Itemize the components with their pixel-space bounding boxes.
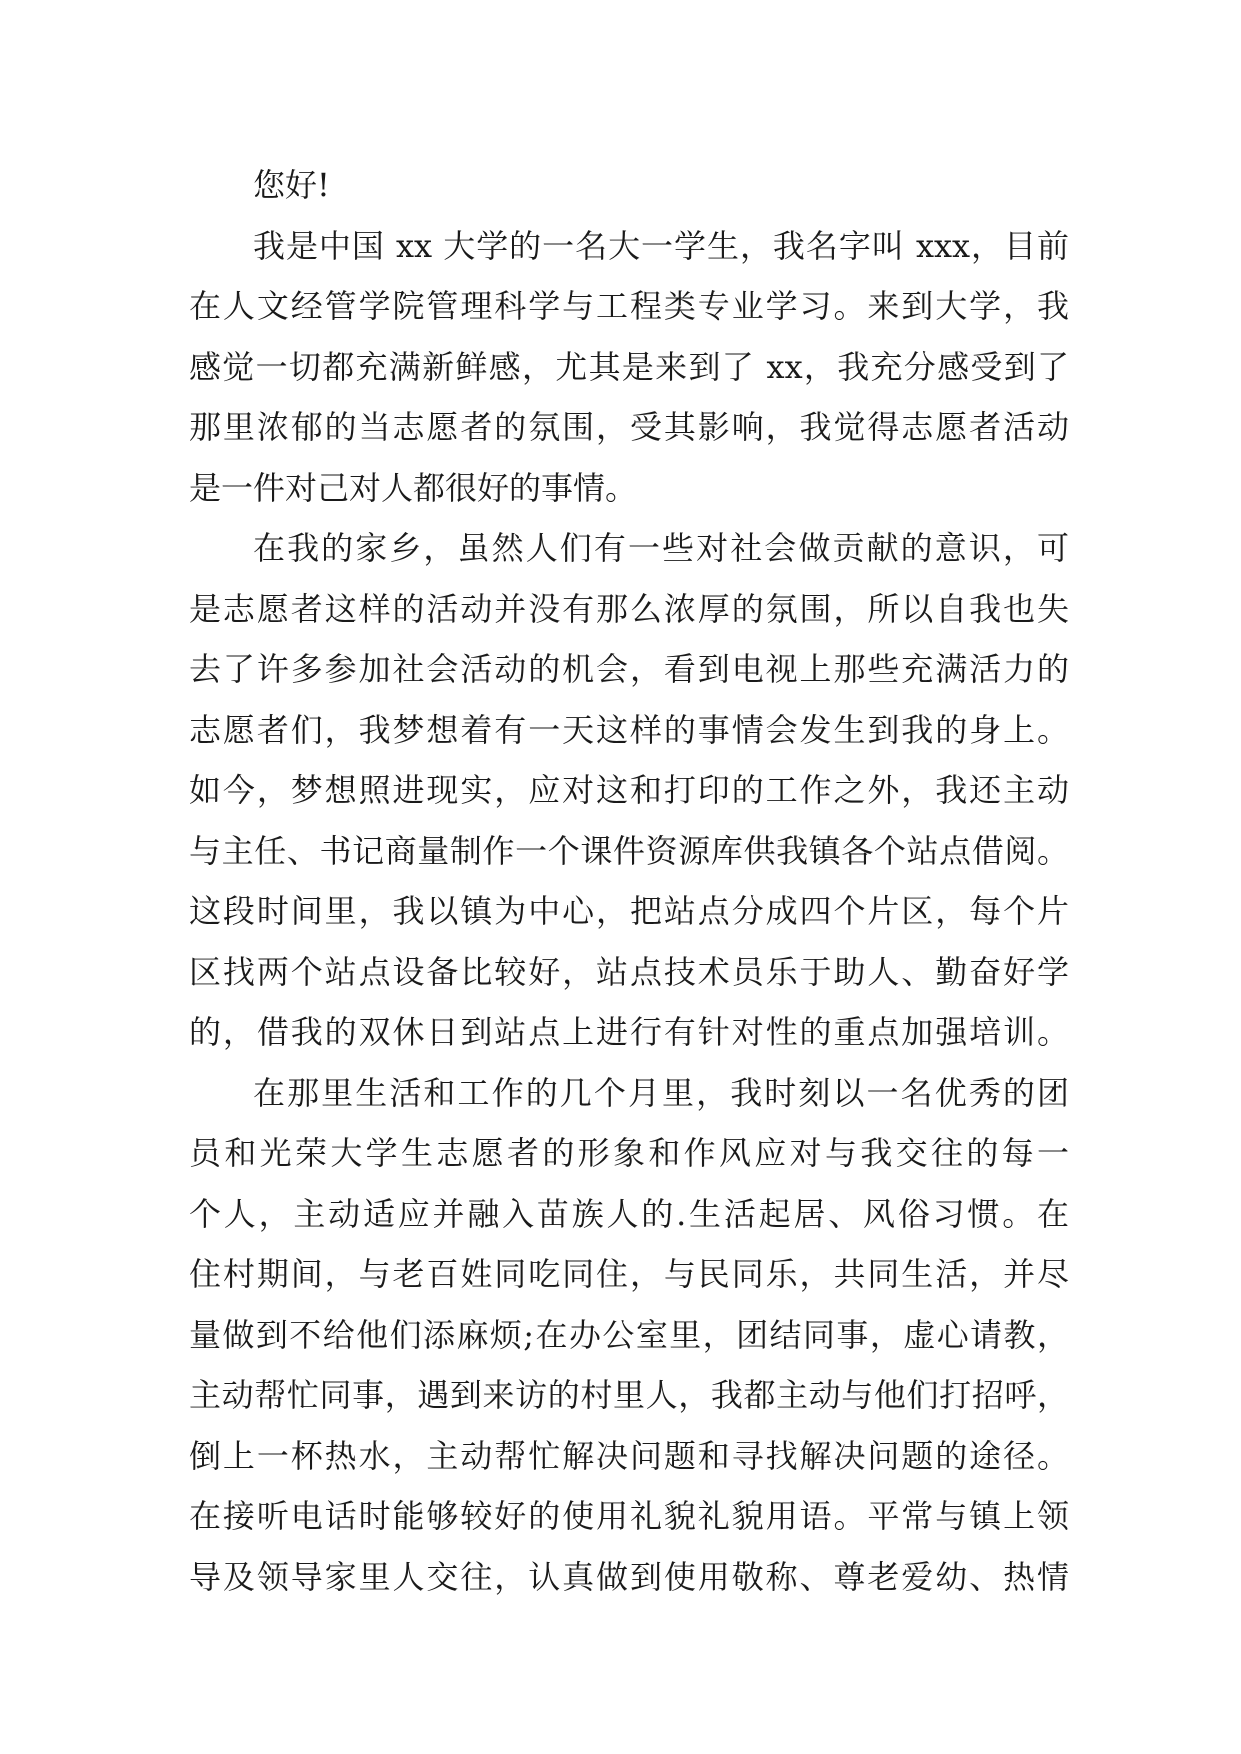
- paragraph-2-line-6: 与主任、书记商量制作一个课件资源库供我镇各个站点借阅。: [189, 831, 1069, 870]
- paragraph-3-line-1: 在那里生活和工作的几个月里，我时刻以一名优秀的团: [253, 1073, 1069, 1112]
- paragraph-1-line-3: 感觉一切都充满新鲜感，尤其是来到了 xx，我充分感受到了: [189, 347, 1069, 386]
- paragraph-2-line-1: 在我的家乡，虽然人们有一些对社会做贡献的意识，可: [253, 529, 1069, 567]
- paragraph-2-line-9: 的，借我的双休日到站点上进行有针对性的重点加强培训。: [189, 1013, 1069, 1051]
- paragraph-3-line-5: 量做到不给他们添麻烦;在办公室里，团结同事，虚心请教，: [189, 1315, 1069, 1354]
- paragraph-3-line-9: 导及领导家里人交往，认真做到使用敬称、尊老爱幼、热情: [189, 1557, 1069, 1596]
- paragraph-2-line-2: 是志愿者这样的活动并没有那么浓厚的氛围，所以自我也失: [189, 589, 1069, 628]
- paragraph-3-line-4: 住村期间，与老百姓同吃同住，与民同乐，共同生活，并尽: [189, 1255, 1069, 1293]
- paragraph-3-line-7: 倒上一杯热水，主动帮忙解决问题和寻找解决问题的途径。: [189, 1436, 1069, 1475]
- paragraph-2-line-3: 去了许多参加社会活动的机会，看到电视上那些充满活力的: [189, 650, 1069, 688]
- paragraph-3-line-2: 员和光荣大学生志愿者的形象和作风应对与我交往的每一: [189, 1134, 1069, 1172]
- paragraph-2-line-7: 这段时间里，我以镇为中心，把站点分成四个片区，每个片: [189, 892, 1069, 930]
- paragraph-3-line-6: 主动帮忙同事，遇到来访的村里人，我都主动与他们打招呼，: [189, 1376, 1069, 1414]
- paragraph-2-line-4: 志愿者们，我梦想着有一天这样的事情会发生到我的身上。: [189, 710, 1069, 749]
- paragraph-1-line-5: 是一件对己对人都很好的事情。: [189, 468, 638, 507]
- paragraph-1-line-2: 在人文经管学院管理科学与工程类专业学习。来到大学，我: [189, 287, 1069, 325]
- letter-body: [189, 155, 1069, 1607]
- paragraph-3-line-8: 在接听电话时能够较好的使用礼貌礼貌用语。平常与镇上领: [189, 1497, 1069, 1535]
- paragraph-2-line-8: 区找两个站点设备比较好，站点技术员乐于助人、勤奋好学: [189, 952, 1069, 991]
- paragraph-1-line-1: 我是中国 xx 大学的一名大一学生，我名字叫 xxx，目前: [253, 226, 1069, 265]
- paragraph-2-line-5: 如今，梦想照进现实，应对这和打印的工作之外，我还主动: [189, 771, 1069, 809]
- paragraph-1-line-4: 那里浓郁的当志愿者的氛围，受其影响，我觉得志愿者活动: [189, 408, 1069, 446]
- greeting-line: 您好!: [253, 166, 330, 204]
- paragraph-3-line-3: 个人，主动适应并融入苗族人的.生活起居、风俗习惯。在: [189, 1194, 1069, 1233]
